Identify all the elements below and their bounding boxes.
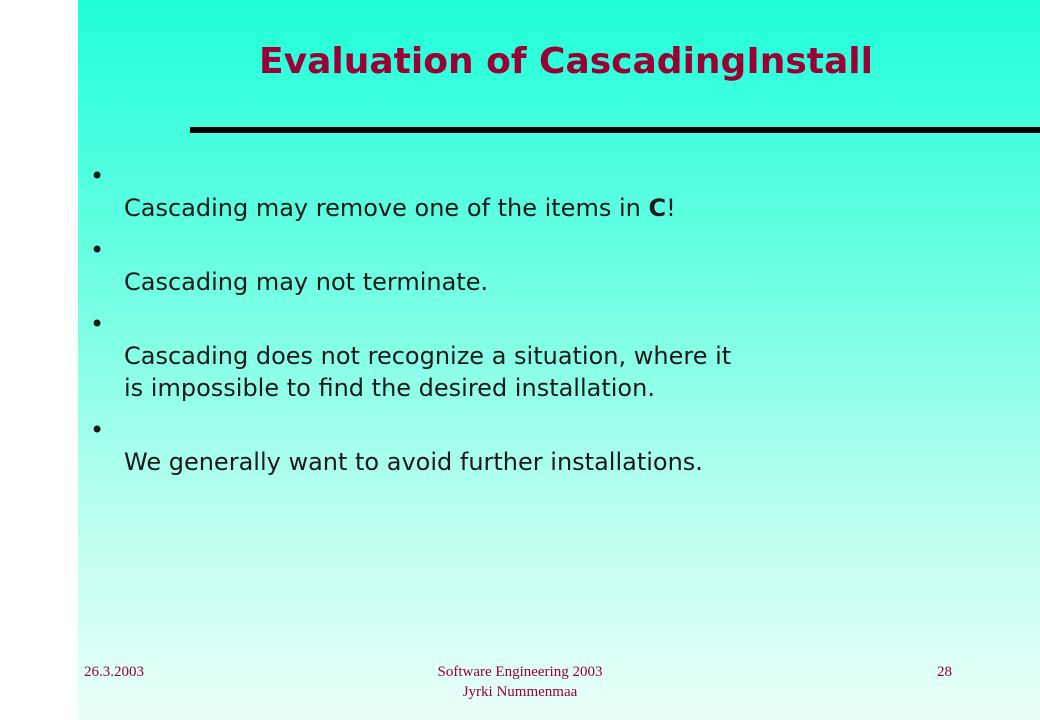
left-margin (0, 0, 78, 720)
footer-date: 26.3.2003 (84, 664, 144, 680)
bullet-dot-icon: • (90, 310, 105, 338)
bullet-list (90, 160, 990, 488)
bullet-text: Cascading may remove one of the items in (124, 194, 649, 222)
bullet-item (90, 308, 990, 404)
slide (78, 0, 1040, 720)
bullet-item (90, 234, 990, 298)
bullet-text: Cascading may not terminate. (124, 268, 489, 296)
bullet-emphasis: C (648, 194, 667, 222)
slide-title: Evaluation of CascadingInstall (259, 41, 873, 82)
bullet-dot-icon: • (90, 236, 105, 264)
bullet-text-after: ! (666, 194, 676, 222)
footer-author: Jyrki Nummenmaa (462, 684, 578, 700)
bullet-text: Cascading does not recognize a situation, where it is impossible to find the desired installation. (124, 342, 732, 402)
title-underline-rule (190, 127, 1040, 133)
bullet-dot-icon: • (90, 416, 105, 444)
bullet-item (90, 414, 990, 478)
footer-page-number: 28 (937, 664, 952, 680)
bullet-text: We generally want to avoid further installations. (124, 448, 703, 476)
footer-course: Software Engineering 2003 (437, 664, 603, 680)
footer-course-author (360, 662, 680, 702)
bullet-item (90, 160, 990, 224)
bullet-dot-icon: • (90, 162, 105, 190)
